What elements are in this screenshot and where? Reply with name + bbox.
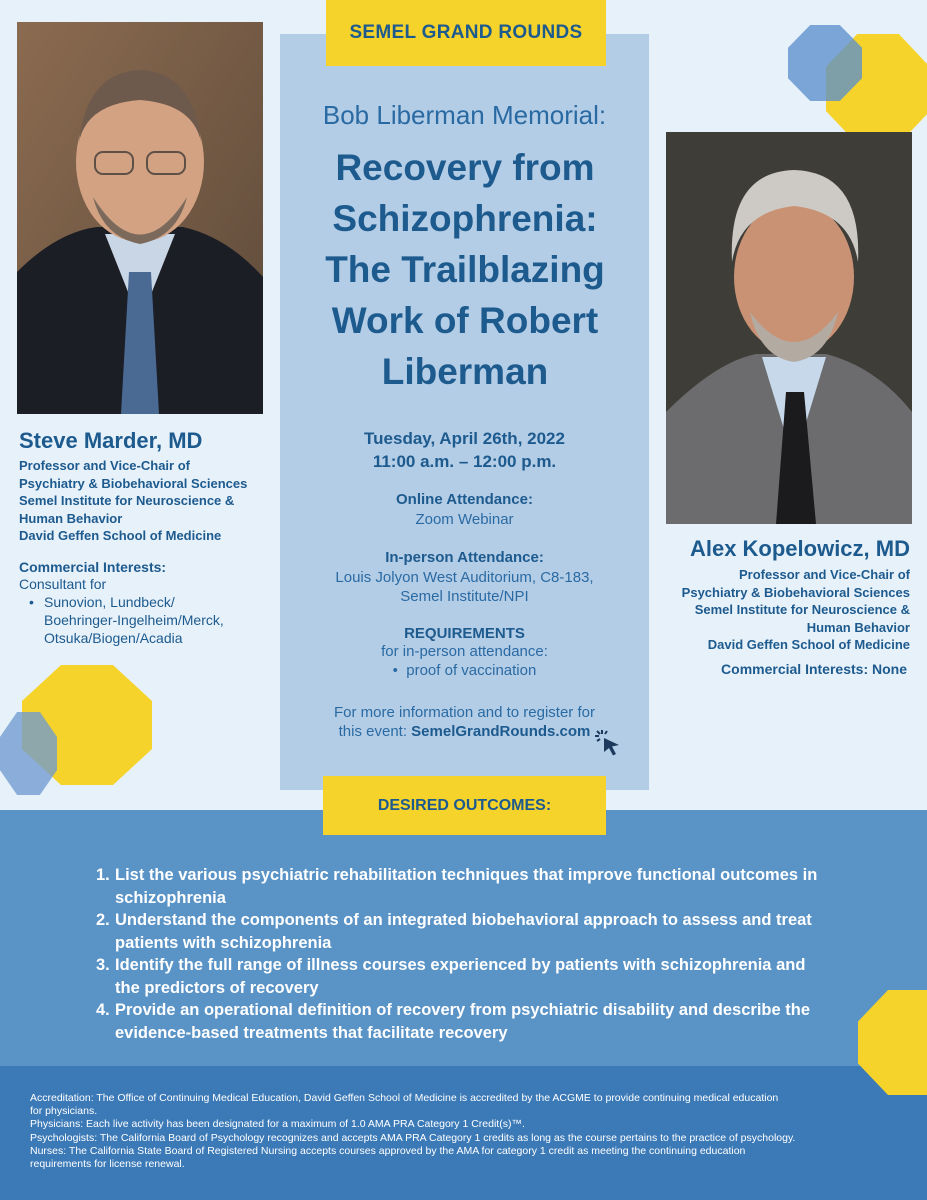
bullet-icon: • [392,662,407,679]
requirements-item: • proof of vaccination [392,662,537,679]
ci-intro: Consultant for [19,575,107,592]
speaker-right-ci: Commercial Interests: None [721,660,907,677]
online-label: Online Attendance: [396,491,533,508]
outcome-item: 1. List the various psychiatric rehabilitation techniques that improve functional outcomes in schizophrenia [96,866,818,907]
series-title: SEMEL GRAND ROUNDS [349,22,583,43]
talk-pre-title: Bob Liberman Memorial: [322,100,607,130]
event-time: 11:00 a.m. – 12:00 p.m. [372,452,557,471]
requirements [280,625,649,680]
outcome-item: 2. Understand the components of an integrated biobehavioral approach to assess and treat patients with schizophrenia [96,911,812,952]
outcome-item: 3. Identify the full range of illness courses experienced by patients with schizophrenia and the predictors of recovery [96,956,806,997]
inperson-location: Louis Jolyon West Auditorium, C8-183, [335,569,594,586]
outcomes-banner [323,776,606,835]
inperson-label: In-person Attendance: [385,549,544,566]
talk-title [290,142,640,397]
bullet-icon: • [29,593,34,610]
online-value: Zoom Webinar [415,511,514,528]
series-banner [326,0,606,66]
cursor-click-icon [594,728,624,758]
talk-title-line: Liberman [381,351,549,392]
speaker-left-ci: Commercial Interests: Consultant for • Sunovion, Lundbeck/ Boehringer-Ingelheim/Merck, Otsuka/Biogen/Acadia [19,559,277,647]
speaker-left [19,428,277,647]
speaker-left-affiliation: Professor and Vice-Chair of Psychiatry & Biobehavioral Sciences Semel Institute for Neuroscience & Human Behavior David Geffen School of Medicine [19,458,248,543]
online-attendance [280,491,649,529]
talk-title-line: Recovery from [335,147,595,188]
outcome-item: 4. Provide an operational definition of recovery from psychiatric disability and describe the evidence-based treatments that facilitate recovery [96,1001,811,1042]
inperson-attendance [280,549,649,606]
ci-label: Commercial Interests: [19,558,167,575]
talk-title-line: Work of Robert [331,300,599,341]
speaker-right [620,536,910,678]
speaker-right-photo [666,132,912,524]
speaker-right-name: Alex Kopelowicz, MD [689,536,910,561]
outcomes-heading: DESIRED OUTCOMES: [377,796,552,814]
speaker-right-affiliation: Professor and Vice-Chair of Psychiatry & Biobehavioral Sciences Semel Institute for Neuroscience & Human Behavior David Geffen School of Medicine [681,567,910,652]
register-text-2: this event: [338,723,407,740]
talk-title-line: The Trailblazing [325,249,605,290]
requirements-sub: for in-person attendance: [381,643,548,660]
speaker-left-name: Steve Marder, MD [19,428,203,453]
talk-title-line: Schizophrenia: [332,198,598,239]
outcomes-list [96,864,836,1044]
register-text: For more information and to register for [334,704,595,721]
inperson-location: Semel Institute/NPI [400,588,529,605]
accreditation-text: Accreditation: The Office of Continuing Medical Education, David Geffen School of Medicine is accredited by the ACGME to provide continuing medical education for physicians. Physicians: Each live activity has been designated for a maximum of 1.0 AMA PRA Category 1 Credit(s)™. Psychologists: The California Board of Psychology recognizes and accepts AMA PRA Category 1 credits as long as the course pertains to the practice of psychology. Nurses: The California State Board of Registered Nursing accepts courses approved by the AMA for category 1 credit as meeting the continuing education requirements for license renewal. [30,1092,796,1171]
register-link[interactable]: SemelGrandRounds.com [411,723,591,740]
event-date: Tuesday, April 26th, 2022 [364,429,565,448]
deco-octagon-blue-left [0,712,57,795]
event-datetime [280,427,649,473]
speaker-left-photo [17,22,263,414]
requirements-label: REQUIREMENTS [404,625,525,642]
